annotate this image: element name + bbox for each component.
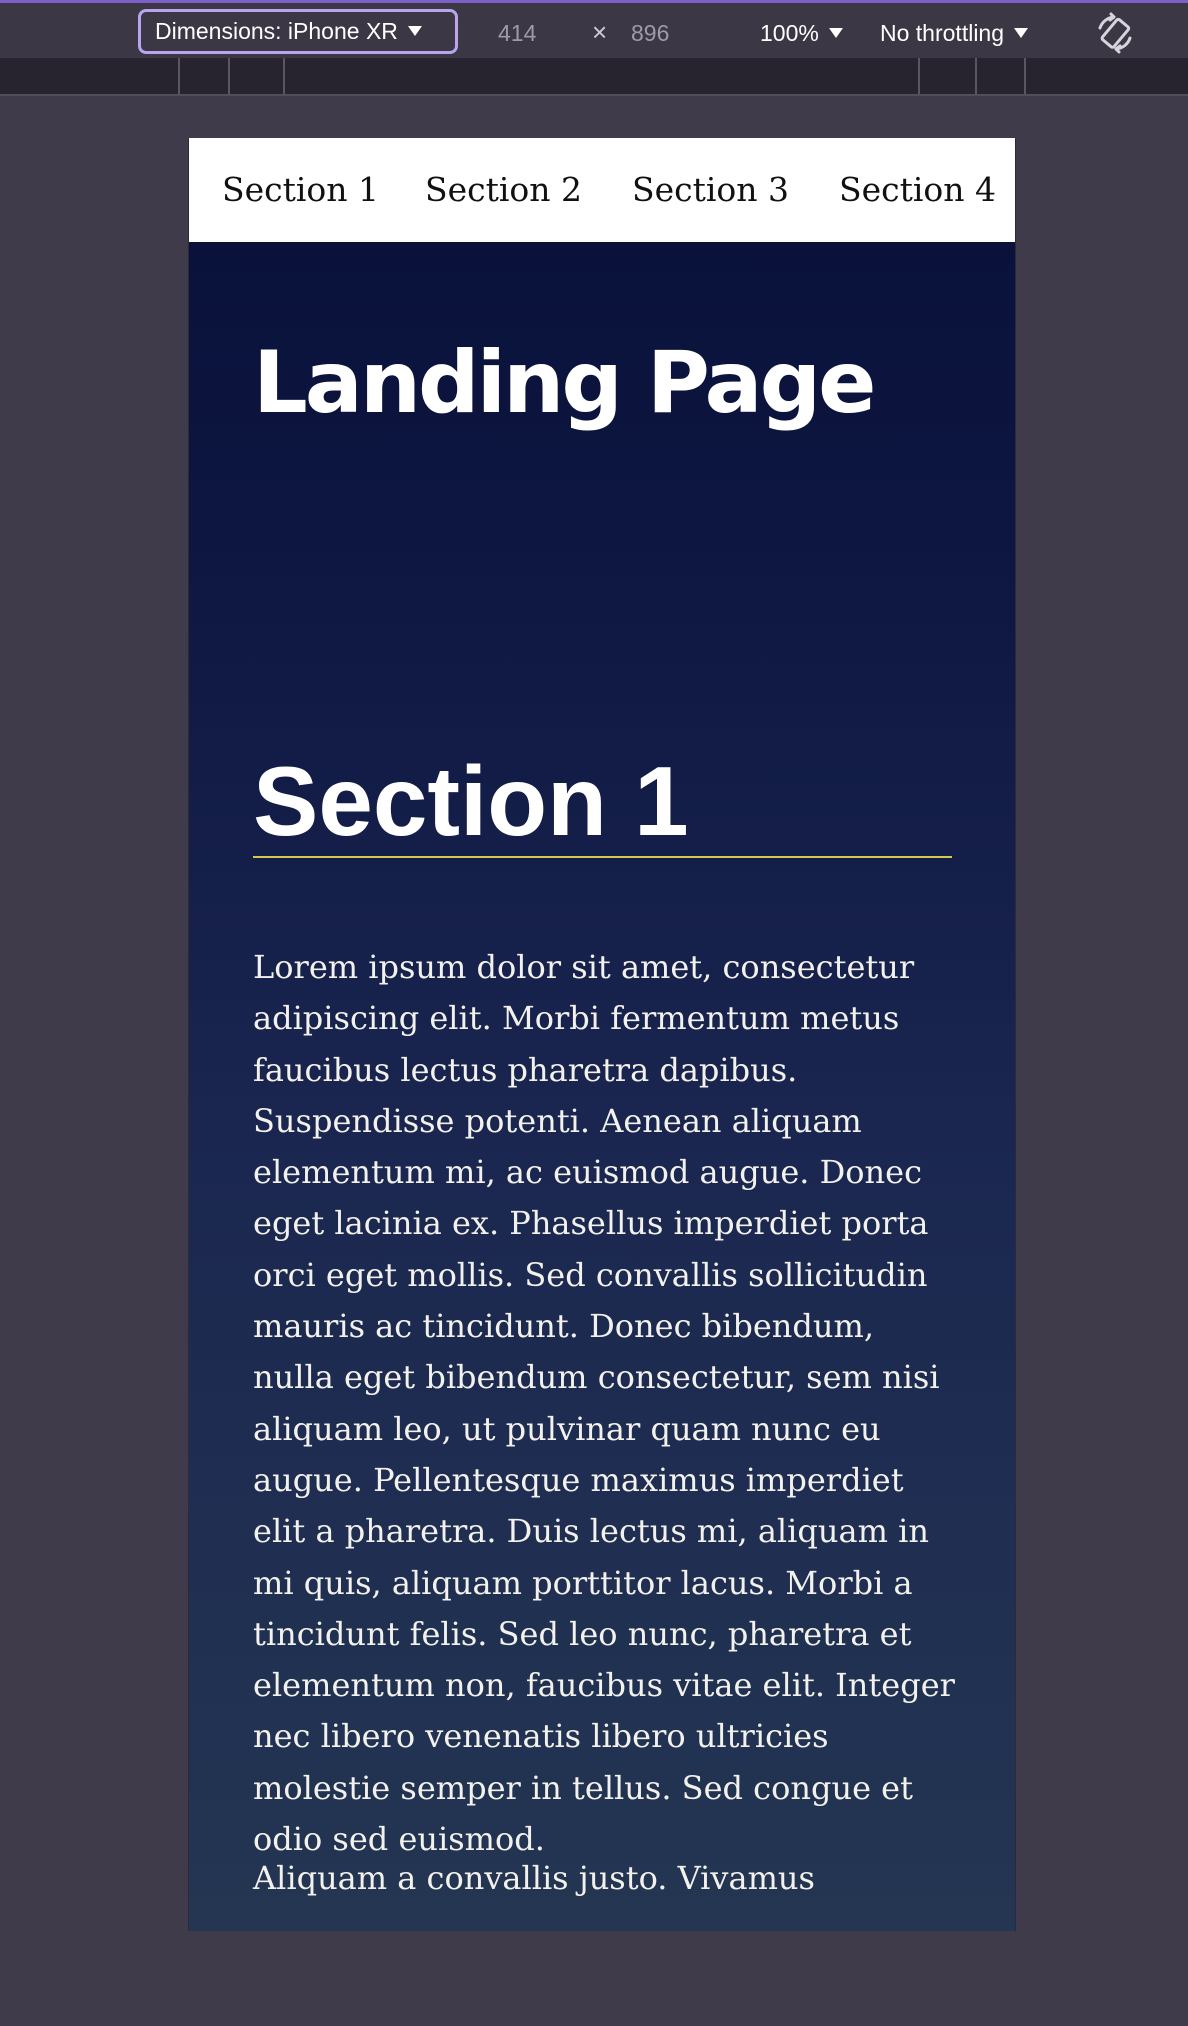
page-title: Landing Page [253,333,874,433]
media-query-marker[interactable] [975,58,977,94]
nav-link-section-1[interactable]: Section 1 [222,170,380,209]
throttling-label: No throttling [880,20,1005,46]
chevron-down-icon [408,26,422,36]
chevron-down-icon [829,28,843,38]
viewport-width-input[interactable] [498,15,578,51]
section-heading [253,600,952,858]
section-paragraph: Aliquam a convallis justo. Vivamus [253,1859,815,1897]
nav-link-section-3[interactable]: Section 3 [632,170,790,209]
rotate-device-icon [1094,12,1136,54]
media-query-marker[interactable] [283,58,285,94]
media-query-marker[interactable] [1024,58,1026,94]
media-query-marker[interactable] [228,58,230,94]
section-paragraph: Lorem ipsum dolor sit amet, consectetur adipiscing elit. Morbi fermentum metus faucibus lectus pharetra dapibus. Suspendisse potenti. Aenean aliquam elementum mi, ac euismod augue. Donec eget lacinia ex. Phasellus imperdiet porta orci eget mollis. Sed convallis sollicitudin mauris ac tincidunt. Donec bibendum, nulla eget bibendum consectetur, sem nisi aliquam leo, ut pulvinar quam nunc eu augue. Pellentesque maximus imperdiet elit a pharetra. Duis lectus mi, aliquam in mi quis, aliquam porttitor lacus. Morbi a tincidunt felis. Sed leo nunc, pharetra et elementum non, faucibus vitae elit. Integer nec libero venenatis libero ultricies molestie semper in tellus. Sed congue et odio sed euismod. [253,948,955,1859]
media-query-marker[interactable] [918,58,920,94]
rotate-device-button[interactable] [1094,12,1136,54]
section-title: Section 1 [253,746,689,856]
navbar [189,138,1016,242]
nav-link-section-4[interactable]: Section 4 [839,170,997,209]
nav-link-section-2[interactable]: Section 2 [425,170,583,209]
device-toolbar [0,0,1188,58]
device-dimensions-dropdown[interactable] [138,9,458,54]
zoom-label: 100% [760,20,819,46]
viewport-height-input[interactable] [631,15,711,51]
chevron-down-icon [1014,28,1028,38]
times-icon: × [592,17,608,47]
device-viewport [188,138,1016,1931]
zoom-dropdown[interactable] [760,13,843,53]
device-dimensions-label: Dimensions: iPhone XR [155,18,398,44]
media-query-marker[interactable] [178,58,180,94]
media-query-bar [0,58,1188,96]
throttling-dropdown[interactable] [880,13,1028,53]
